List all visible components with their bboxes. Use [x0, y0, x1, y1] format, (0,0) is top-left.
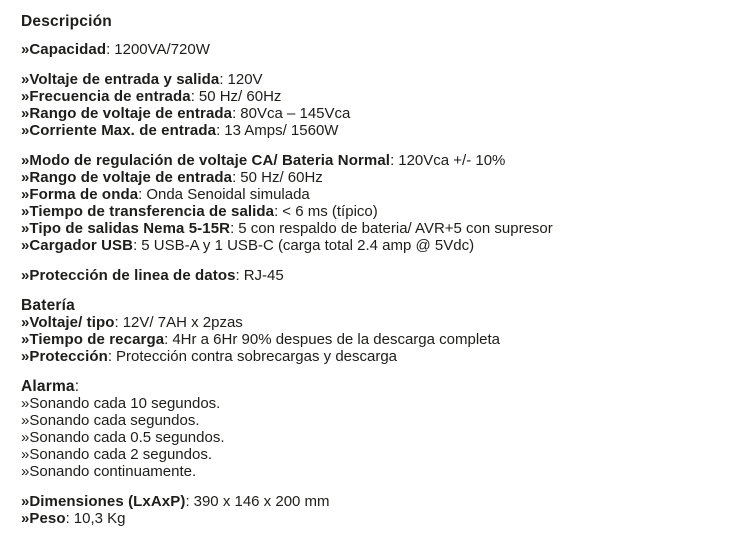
label-separator: : — [230, 220, 235, 237]
spec-group-dimensions-weight — [21, 493, 718, 527]
label-separator: : — [133, 237, 138, 254]
label-separator: : — [232, 105, 237, 122]
bullet-marker: » — [21, 331, 30, 348]
label-separator: : — [190, 88, 195, 105]
spec-label: Capacidad — [29, 41, 107, 58]
spec-label: Protección de linea de datos — [29, 267, 236, 284]
alarm-text: Sonando continuamente. — [29, 463, 197, 480]
spec-line-cargador-usb — [21, 237, 718, 254]
spec-line-rango-voltaje-entrada-2 — [21, 169, 718, 186]
alarm-line-4 — [21, 446, 718, 463]
bullet-marker: » — [21, 463, 30, 480]
label-separator: : — [107, 348, 113, 365]
spec-value: 1200VA/720W — [114, 41, 210, 58]
bullet-marker: » — [21, 412, 30, 429]
label-separator: : — [164, 331, 169, 348]
spec-value: RJ-45 — [243, 267, 284, 284]
bullet-marker: » — [21, 237, 30, 254]
spec-line-dimensiones — [21, 493, 718, 510]
label-separator: : — [114, 314, 119, 331]
spec-line-rango-voltaje-entrada — [21, 105, 718, 122]
spec-label: Cargador USB — [29, 237, 134, 254]
spec-group-alarm — [21, 378, 718, 480]
spec-group-input-output — [21, 71, 718, 139]
spec-label: Tiempo de transferencia de salida — [29, 203, 275, 220]
spec-line-proteccion — [21, 348, 718, 365]
spec-value: < 6 ms (típico) — [282, 203, 378, 220]
label-separator: : — [235, 267, 240, 284]
spec-value: 120V — [227, 71, 263, 88]
spec-label: Corriente Max. de entrada — [29, 122, 217, 139]
spec-value: 4Hr a 6Hr 90% despues de la descarga completa — [172, 331, 501, 348]
spec-line-tipo-salidas-nema — [21, 220, 718, 237]
spec-value: 13 Amps/ 1560W — [224, 122, 339, 139]
spec-group-battery — [21, 297, 718, 365]
spec-group-capacity — [21, 41, 718, 58]
label-separator: : — [232, 169, 237, 186]
bullet-marker: » — [21, 152, 30, 169]
label-separator: : — [65, 510, 70, 527]
alarm-text: Sonando cada segundos. — [29, 412, 200, 429]
bullet-marker: » — [21, 220, 30, 237]
spec-line-voltaje-tipo — [21, 314, 718, 331]
spec-value: 10,3 Kg — [73, 510, 126, 527]
label-separator: : — [216, 122, 221, 139]
alarm-line-3 — [21, 429, 718, 446]
spec-line-modo-regulacion — [21, 152, 718, 169]
spec-label: Protección — [29, 348, 108, 365]
spec-line-peso — [21, 510, 718, 527]
bullet-marker: » — [21, 446, 30, 463]
spec-line-forma-de-onda — [21, 186, 718, 203]
bullet-marker: » — [21, 348, 30, 365]
alarm-line-1 — [21, 395, 718, 412]
spec-line-corriente-max-entrada — [21, 122, 718, 139]
bullet-marker: » — [21, 510, 30, 527]
alarm-text: Sonando cada 10 segundos. — [29, 395, 221, 412]
spec-label: Rango de voltaje de entrada — [29, 169, 233, 186]
section-heading-alarma — [21, 378, 718, 395]
label-separator: : — [390, 152, 395, 169]
bullet-marker: » — [21, 71, 30, 88]
spec-label: Dimensiones (LxAxP) — [29, 493, 186, 510]
section-heading-bateria — [21, 297, 718, 314]
spec-value: 50 Hz/ 60Hz — [198, 88, 282, 105]
spec-value: 390 x 146 x 200 mm — [193, 493, 330, 510]
spec-label: Forma de onda — [29, 186, 139, 203]
spec-line-proteccion-linea-datos — [21, 267, 718, 284]
spec-label: Modo de regulación de voltaje CA/ Bateria Normal — [29, 152, 391, 169]
label-separator: : — [138, 186, 143, 203]
spec-label: Frecuencia de entrada — [29, 88, 191, 105]
spec-line-frecuencia-entrada — [21, 88, 718, 105]
bullet-marker: » — [21, 203, 30, 220]
alarm-text: Sonando cada 0.5 segundos. — [29, 429, 225, 446]
spec-label: Voltaje de entrada y salida — [29, 71, 220, 88]
page-title: Descripción — [21, 13, 112, 30]
spec-value: 50 Hz/ 60Hz — [240, 169, 323, 186]
bullet-marker: » — [21, 493, 30, 510]
bullet-marker: » — [21, 186, 30, 203]
alarm-line-5 — [21, 463, 718, 480]
alarm-text: Sonando cada 2 segundos. — [29, 446, 212, 463]
bullet-marker: » — [21, 41, 30, 58]
bullet-marker: » — [21, 169, 30, 186]
spec-line-tiempo-recarga — [21, 331, 718, 348]
spec-line-capacidad — [21, 41, 718, 58]
spec-group-regulation-output — [21, 152, 718, 254]
bullet-marker: » — [21, 314, 30, 331]
spec-value: 120Vca +/- 10% — [398, 152, 506, 169]
spec-label: Tipo de salidas Nema 5-15R — [29, 220, 231, 237]
spec-line-voltaje-entrada-salida — [21, 71, 718, 88]
bullet-marker: » — [21, 122, 30, 139]
bullet-marker: » — [21, 429, 30, 446]
spec-value: 5 USB-A y 1 USB-C (carga total 2.4 amp @ 5Vdc) — [141, 237, 475, 254]
spec-value: 12V/ 7AH x 2pzas — [122, 314, 243, 331]
heading-separator: : — [74, 378, 80, 395]
spec-label: Peso — [29, 510, 66, 527]
label-separator: : — [274, 203, 279, 220]
spec-label: Tiempo de recarga — [29, 331, 165, 348]
spec-label: Rango de voltaje de entrada — [29, 105, 233, 122]
spec-value: Protección contra sobrecargas y descarga — [116, 348, 398, 365]
heading-label: Alarma — [21, 378, 75, 395]
label-separator: : — [185, 493, 190, 510]
spec-line-tiempo-transferencia — [21, 203, 718, 220]
spec-group-data-line-protection — [21, 267, 718, 284]
bullet-marker: » — [21, 267, 30, 284]
spec-value: 5 con respaldo de bateria/ AVR+5 con supresor — [238, 220, 553, 237]
alarm-line-2 — [21, 412, 718, 429]
spec-value: Onda Senoidal simulada — [146, 186, 310, 203]
spec-value: 80Vca – 145Vca — [240, 105, 351, 122]
label-separator: : — [106, 41, 111, 58]
label-separator: : — [219, 71, 224, 88]
bullet-marker: » — [21, 88, 30, 105]
spec-label: Voltaje/ tipo — [29, 314, 115, 331]
bullet-marker: » — [21, 395, 30, 412]
bullet-marker: » — [21, 105, 30, 122]
heading-label: Batería — [21, 297, 75, 314]
